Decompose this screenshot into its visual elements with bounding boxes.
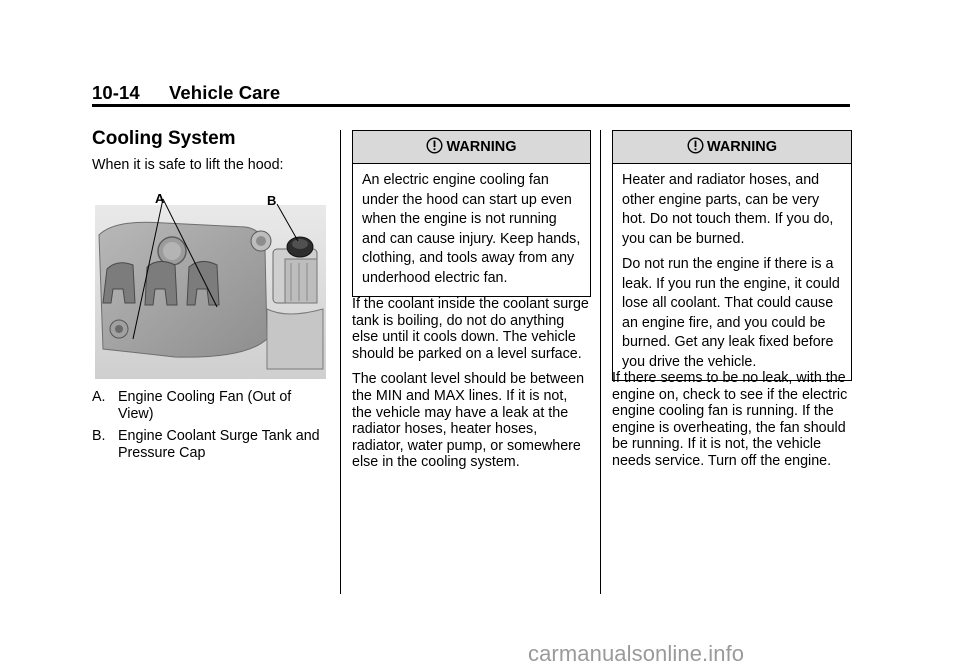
header-divider xyxy=(92,104,850,107)
column-divider-2 xyxy=(600,130,601,594)
column2-body xyxy=(352,296,590,471)
caption-item xyxy=(92,428,328,461)
caption-letter: B. xyxy=(92,428,106,445)
paragraph-fan-check: If there seems to be no leak, with the engine on, check to see if the electric engine cooling fan is running. If the engine is overheating, the fan should be running. If it is not, the vehicle needs service. Turn off the engine. xyxy=(612,370,848,469)
caption-item xyxy=(92,389,328,422)
warning-text: An electric engine cooling fan under the hood can start up even when the engine is not running and can cause injury. Keep hands, clothing, and tools away from any underhood electric fan. xyxy=(362,172,581,286)
figure-label-a: A xyxy=(155,191,165,206)
warning-text-leak: Do not run the engine if there is a leak. If you run the engine, it could lose all coolant. That could cause an engine fire, and you could be burned. Get any leak fixed before you drive the vehicle. xyxy=(622,256,840,370)
page-number: 10-14 xyxy=(92,82,140,103)
chapter-title: Vehicle Care xyxy=(169,82,281,103)
warning-body xyxy=(613,164,851,380)
paragraph-coolant-level: The coolant level should be between the MIN and MAX lines. If it is not, the vehicle may have a leak at the radiator hoses, heater hoses, radiator, water pump, or somewhere else in the cooling system. xyxy=(352,371,585,471)
engine-compartment-figure xyxy=(95,189,326,379)
intro-text: When it is safe to lift the hood: xyxy=(92,157,284,173)
column-divider-1 xyxy=(340,130,341,594)
engine-illustration xyxy=(95,189,326,379)
paragraph-coolant-boiling: If the coolant inside the coolant surge tank is boiling, do not do anything else until it cools down. The vehicle should be parked on a level surface. xyxy=(352,296,589,362)
caption-text: Engine Cooling Fan (Out of View) xyxy=(118,389,292,422)
warning-body xyxy=(353,164,590,296)
warning-header xyxy=(353,131,590,164)
warning-box-hot-parts xyxy=(612,130,852,381)
warning-icon xyxy=(426,137,443,158)
figure-caption-list xyxy=(92,389,328,467)
warning-title: WARNING xyxy=(706,139,778,155)
page-header xyxy=(92,82,850,104)
footer-watermark: carmanualsonline.info xyxy=(528,641,745,666)
caption-text: Engine Coolant Surge Tank and Pressure Cap xyxy=(118,428,320,461)
warning-text-hot-parts: Heater and radiator hoses, and other engine parts, can be very hot. Do not touch them. If you do, you can be burned. xyxy=(622,172,834,247)
warning-box-fan xyxy=(352,130,591,297)
section-title: Cooling System xyxy=(92,128,236,149)
warning-title: WARNING xyxy=(446,139,517,155)
warning-icon xyxy=(687,137,704,158)
warning-header xyxy=(613,131,851,164)
caption-letter: A. xyxy=(92,389,106,405)
column3-body xyxy=(612,370,850,470)
figure-label-b: B xyxy=(267,193,277,208)
